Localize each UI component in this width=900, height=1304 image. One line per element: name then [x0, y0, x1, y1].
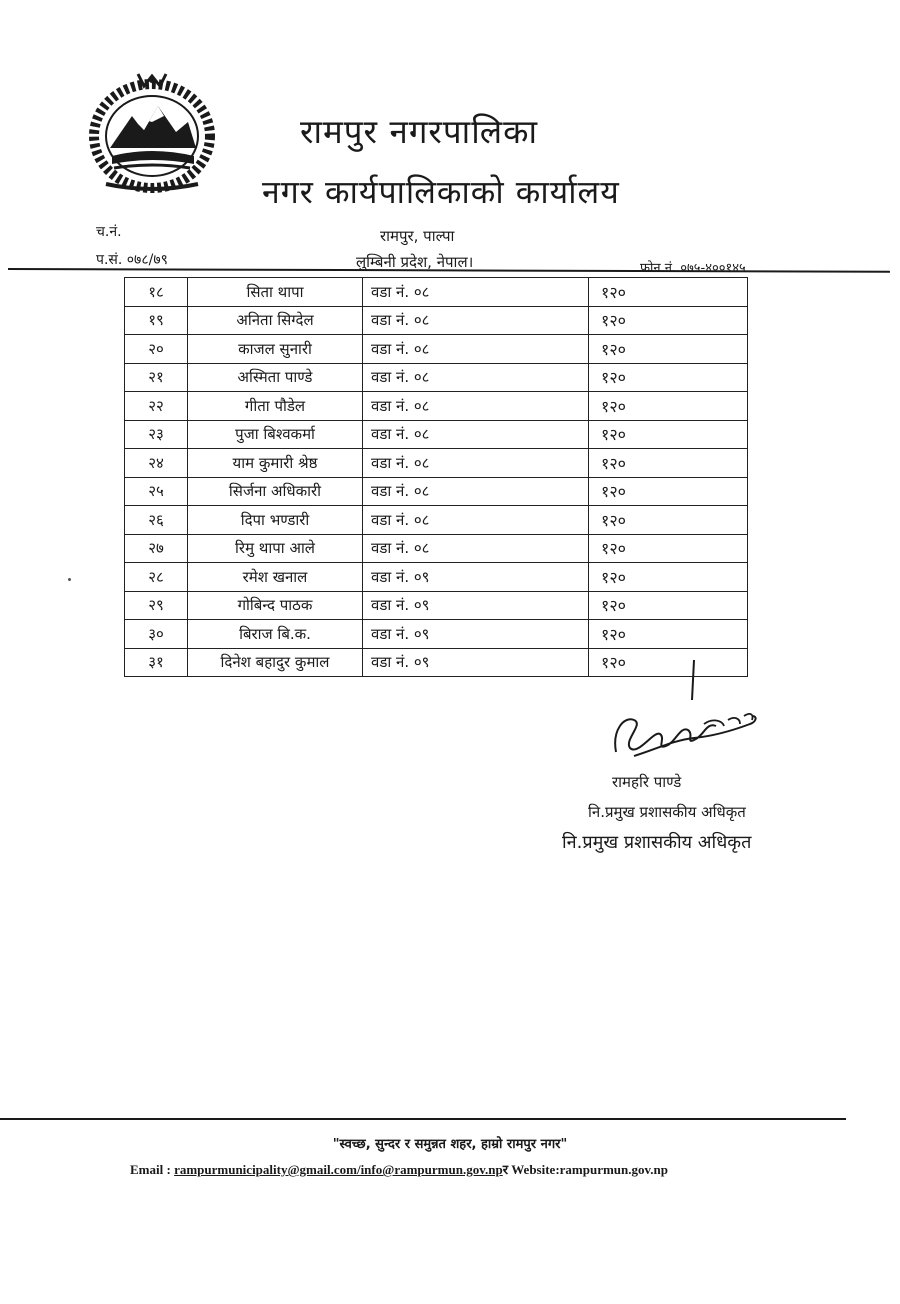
- ward-cell: वडा नं. ०८: [363, 449, 589, 478]
- amount-cell: १२०: [589, 392, 748, 421]
- name-cell: रिमु थापा आले: [188, 534, 363, 563]
- footer-slogan: "स्वच्छ, सुन्दर र समुन्नत शहर, हाम्रो रामपुर नगर": [332, 1137, 568, 1152]
- serial-number-cell: २३: [125, 420, 188, 449]
- amount-cell: १२०: [589, 534, 748, 563]
- amount-cell: १२०: [589, 420, 748, 449]
- ward-cell: वडा नं. ०९: [363, 591, 589, 620]
- amount-cell: १२०: [589, 335, 748, 364]
- signatory-title: नि.प्रमुख प्रशासकीय अधिकृत: [588, 803, 746, 821]
- table-row: [125, 278, 748, 307]
- header-divider: [8, 268, 890, 273]
- name-cell: गोबिन्द पाठक: [188, 591, 363, 620]
- name-cell: याम कुमारी श्रेष्ठ: [188, 449, 363, 478]
- serial-number-cell: ३०: [125, 620, 188, 649]
- name-cell: रमेश खनाल: [188, 563, 363, 592]
- name-cell: पुजा बिश्वकर्मा: [188, 420, 363, 449]
- serial-number-cell: २६: [125, 506, 188, 535]
- amount-cell: १२०: [589, 278, 748, 307]
- serial-number-cell: २४: [125, 449, 188, 478]
- serial-number-cell: २०: [125, 335, 188, 364]
- table-row: [125, 335, 748, 364]
- amount-cell: १२०: [589, 506, 748, 535]
- name-cell: सिर्जना अधिकारी: [188, 477, 363, 506]
- amount-cell: १२०: [589, 648, 748, 677]
- serial-number-cell: २९: [125, 591, 188, 620]
- fiscal-year: प.सं. ०७८/७९: [96, 252, 168, 268]
- footer-divider: [0, 1118, 846, 1120]
- table-row: [125, 392, 748, 421]
- serial-number-cell: २१: [125, 363, 188, 392]
- ward-cell: वडा नं. ०८: [363, 335, 589, 364]
- ward-cell: वडा नं. ०८: [363, 477, 589, 506]
- address-line-1: रामपुर, पाल्पा: [380, 227, 455, 245]
- amount-cell: १२०: [589, 620, 748, 649]
- name-cell: काजल सुनारी: [188, 335, 363, 364]
- ward-cell: वडा नं. ०८: [363, 506, 589, 535]
- name-cell: गीता पौडेल: [188, 392, 363, 421]
- ward-cell: वडा नं. ०८: [363, 278, 589, 307]
- table-row: [125, 449, 748, 478]
- ward-cell: वडा नं. ०८: [363, 534, 589, 563]
- beneficiary-table: [124, 277, 748, 677]
- ward-cell: वडा नं. ०८: [363, 420, 589, 449]
- table-row: [125, 620, 748, 649]
- amount-cell: १२०: [589, 477, 748, 506]
- letter-number-label: च.नं.: [96, 224, 122, 240]
- amount-cell: १२०: [589, 449, 748, 478]
- table-row: [125, 306, 748, 335]
- amount-cell: १२०: [589, 591, 748, 620]
- table-row: [125, 506, 748, 535]
- office-name: रामपुर नगरपालिका: [300, 112, 539, 151]
- table-body: [125, 278, 748, 677]
- table-row: [125, 477, 748, 506]
- amount-cell: १२०: [589, 306, 748, 335]
- ward-cell: वडा नं. ०८: [363, 306, 589, 335]
- ward-cell: वडा नं. ०८: [363, 392, 589, 421]
- table-row: [125, 363, 748, 392]
- signatory-stamp: नि.प्रमुख प्रशासकीय अधिकृत: [562, 832, 752, 853]
- address-line-2: लुम्बिनी प्रदेश, नेपाल।: [356, 253, 474, 271]
- ward-cell: वडा नं. ०९: [363, 620, 589, 649]
- name-cell: दिपा भण्डारी: [188, 506, 363, 535]
- name-cell: दिनेश बहादुर कुमाल: [188, 648, 363, 677]
- email-label: Email :: [130, 1162, 175, 1177]
- ward-cell: वडा नं. ०९: [363, 563, 589, 592]
- table-row: [125, 563, 748, 592]
- serial-number-cell: १९: [125, 306, 188, 335]
- serial-number-cell: ३१: [125, 648, 188, 677]
- handwritten-signature: [594, 660, 774, 770]
- serial-number-cell: २५: [125, 477, 188, 506]
- serial-number-cell: २७: [125, 534, 188, 563]
- serial-number-cell: २८: [125, 563, 188, 592]
- table-row: [125, 591, 748, 620]
- name-cell: सिता थापा: [188, 278, 363, 307]
- table-row: [125, 534, 748, 563]
- municipality-emblem: [84, 66, 220, 196]
- amount-cell: १२०: [589, 363, 748, 392]
- office-subtitle: नगर कार्यपालिकाको कार्यालय: [262, 173, 620, 211]
- name-cell: बिराज बि.क.: [188, 620, 363, 649]
- signatory-name: रामहरि पाण्डे: [612, 773, 682, 791]
- name-cell: अस्मिता पाण्डे: [188, 363, 363, 392]
- contact-separator: र: [502, 1162, 512, 1177]
- footer-contact: [130, 1160, 668, 1178]
- ward-cell: वडा नं. ०८: [363, 363, 589, 392]
- serial-number-cell: १८: [125, 278, 188, 307]
- phone-number: फोन नं. ०७५-४००१४५: [640, 261, 746, 276]
- ward-cell: वडा नं. ०९: [363, 648, 589, 677]
- amount-cell: १२०: [589, 563, 748, 592]
- email-link[interactable]: rampurmunicipality@gmail.com/info@rampurmun.gov.np: [174, 1162, 503, 1177]
- scan-speck: [68, 578, 71, 581]
- serial-number-cell: २२: [125, 392, 188, 421]
- table-row: [125, 420, 748, 449]
- website-link[interactable]: Website:rampurmun.gov.np: [511, 1162, 669, 1177]
- name-cell: अनिता सिग्देल: [188, 306, 363, 335]
